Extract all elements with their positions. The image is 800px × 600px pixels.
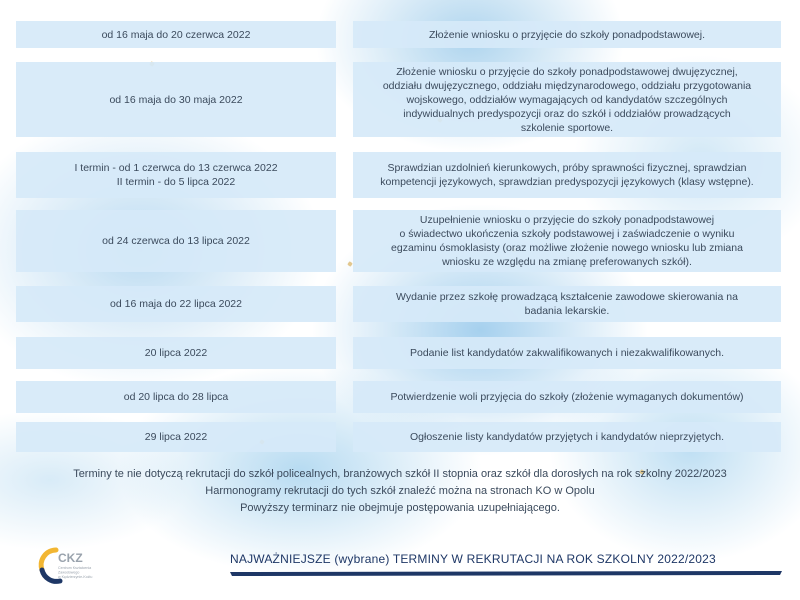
ckz-logo	[36, 546, 96, 586]
table-row	[16, 21, 781, 48]
date-text: od 20 lipca do 28 lipca	[123, 391, 229, 403]
page-title: NAJWAŻNIEJSZE (wybrane) TERMINY W REKRUTACJI NA ROK SZKOLNY 2022/2023	[230, 552, 716, 566]
description-line: oddziału dwujęzycznego, oddziału międzynarodowego, oddziału przygotowania	[382, 79, 752, 92]
footnote-line: Terminy te nie dotyczą rekrutacji do szkół policealnych, branżowych szkół II stopnia oraz szkół dla dorosłych na rok szkolny 2022/2023	[73, 468, 727, 480]
date-cell	[16, 210, 336, 272]
date-cell	[16, 62, 336, 137]
date-text: 20 lipca 2022	[144, 347, 208, 359]
date-text: II termin - do 5 lipca 2022	[116, 176, 236, 188]
date-cell	[16, 21, 336, 48]
logo-subtitle: Centrum Kształcenia	[58, 566, 92, 570]
description-cell	[353, 210, 781, 272]
table-row	[16, 152, 781, 198]
description-line: indywidualnych predyspozycji oraz do szkół i oddziałów prowadzących	[403, 107, 731, 120]
date-text: I termin - od 1 czerwca do 13 czerwca 2022	[74, 162, 278, 174]
table-row	[16, 422, 781, 452]
date-cell	[16, 381, 336, 413]
table-row	[16, 286, 781, 322]
description-cell	[353, 62, 781, 137]
description-cell	[353, 286, 781, 322]
description-line: wniosku ze względu na zmianę preferowanych szkół).	[442, 256, 692, 268]
date-text: 29 lipca 2022	[144, 431, 208, 443]
date-cell	[16, 152, 336, 198]
date-text: od 24 czerwca do 13 lipca 2022	[102, 235, 250, 247]
logo-text: CKZ	[58, 551, 83, 565]
description-cell	[353, 152, 781, 198]
footnote-line: Harmonogramy rekrutacji do tych szkół znaleźć można na stronach KO w Opolu	[205, 485, 595, 497]
brush-underline	[230, 568, 782, 578]
description-line: Sprawdzian uzdolnień kierunkowych, próby sprawności fizycznej, sprawdzian	[387, 162, 747, 174]
description-line: badania lekarskie.	[524, 305, 610, 317]
description-line: Podanie list kandydatów zakwalifikowanych i niezakwalifikowanych.	[410, 347, 724, 359]
description-line: Złożenie wniosku o przyjęcie do szkoły ponadpodstawowej.	[428, 28, 706, 41]
date-cell	[16, 286, 336, 322]
date-text: od 16 maja do 20 czerwca 2022	[101, 28, 251, 41]
description-cell	[353, 21, 781, 48]
description-line: o świadectwo ukończenia szkoły podstawowej i zaświadczenie o wyniku	[399, 228, 735, 240]
logo-subtitle: w Kędzierzynie-Koźlu	[58, 575, 93, 579]
table-row	[16, 337, 781, 369]
description-line: egzaminu ósmoklasisty (oraz możliwe złożenie nowego wniosku lub zmiana	[391, 242, 743, 254]
date-text: od 16 maja do 22 lipca 2022	[110, 298, 242, 310]
ckz-logo-icon	[36, 546, 96, 586]
footnote	[0, 466, 800, 517]
description-line: Ogłoszenie listy kandydatów przyjętych i kandydatów nieprzyjętych.	[410, 431, 724, 443]
description-cell	[353, 422, 781, 452]
description-line: wojskowego, oddziałów wymagających od kandydatów szczególnych	[406, 93, 728, 106]
description-line: Złożenie wniosku o przyjęcie do szkoły ponadpodstawowej dwujęzycznej,	[396, 65, 738, 78]
description-cell	[353, 381, 781, 413]
description-cell	[353, 337, 781, 369]
description-line: szkolenie sportowe.	[520, 121, 614, 134]
table-row	[16, 62, 781, 137]
date-cell	[16, 422, 336, 452]
description-line: kompetencji językowych, sprawdzian predyspozycji językowych (klasy wstępne).	[380, 176, 754, 188]
footnote-line: Powyższy terminarz nie obejmuje postępowania uzupełniającego.	[240, 502, 560, 514]
date-cell	[16, 337, 336, 369]
description-line: Wydanie przez szkołę prowadzącą kształcenie zawodowe skierowania na	[396, 291, 738, 303]
description-line: Potwierdzenie woli przyjęcia do szkoły (złożenie wymaganych dokumentów)	[390, 391, 744, 403]
table-row	[16, 210, 781, 272]
date-text: od 16 maja do 30 maja 2022	[109, 93, 243, 106]
description-line: Uzupełnienie wniosku o przyjęcie do szkoły ponadpodstawowej	[419, 214, 715, 226]
table-row	[16, 381, 781, 413]
logo-subtitle: Zawodowego	[58, 570, 80, 575]
